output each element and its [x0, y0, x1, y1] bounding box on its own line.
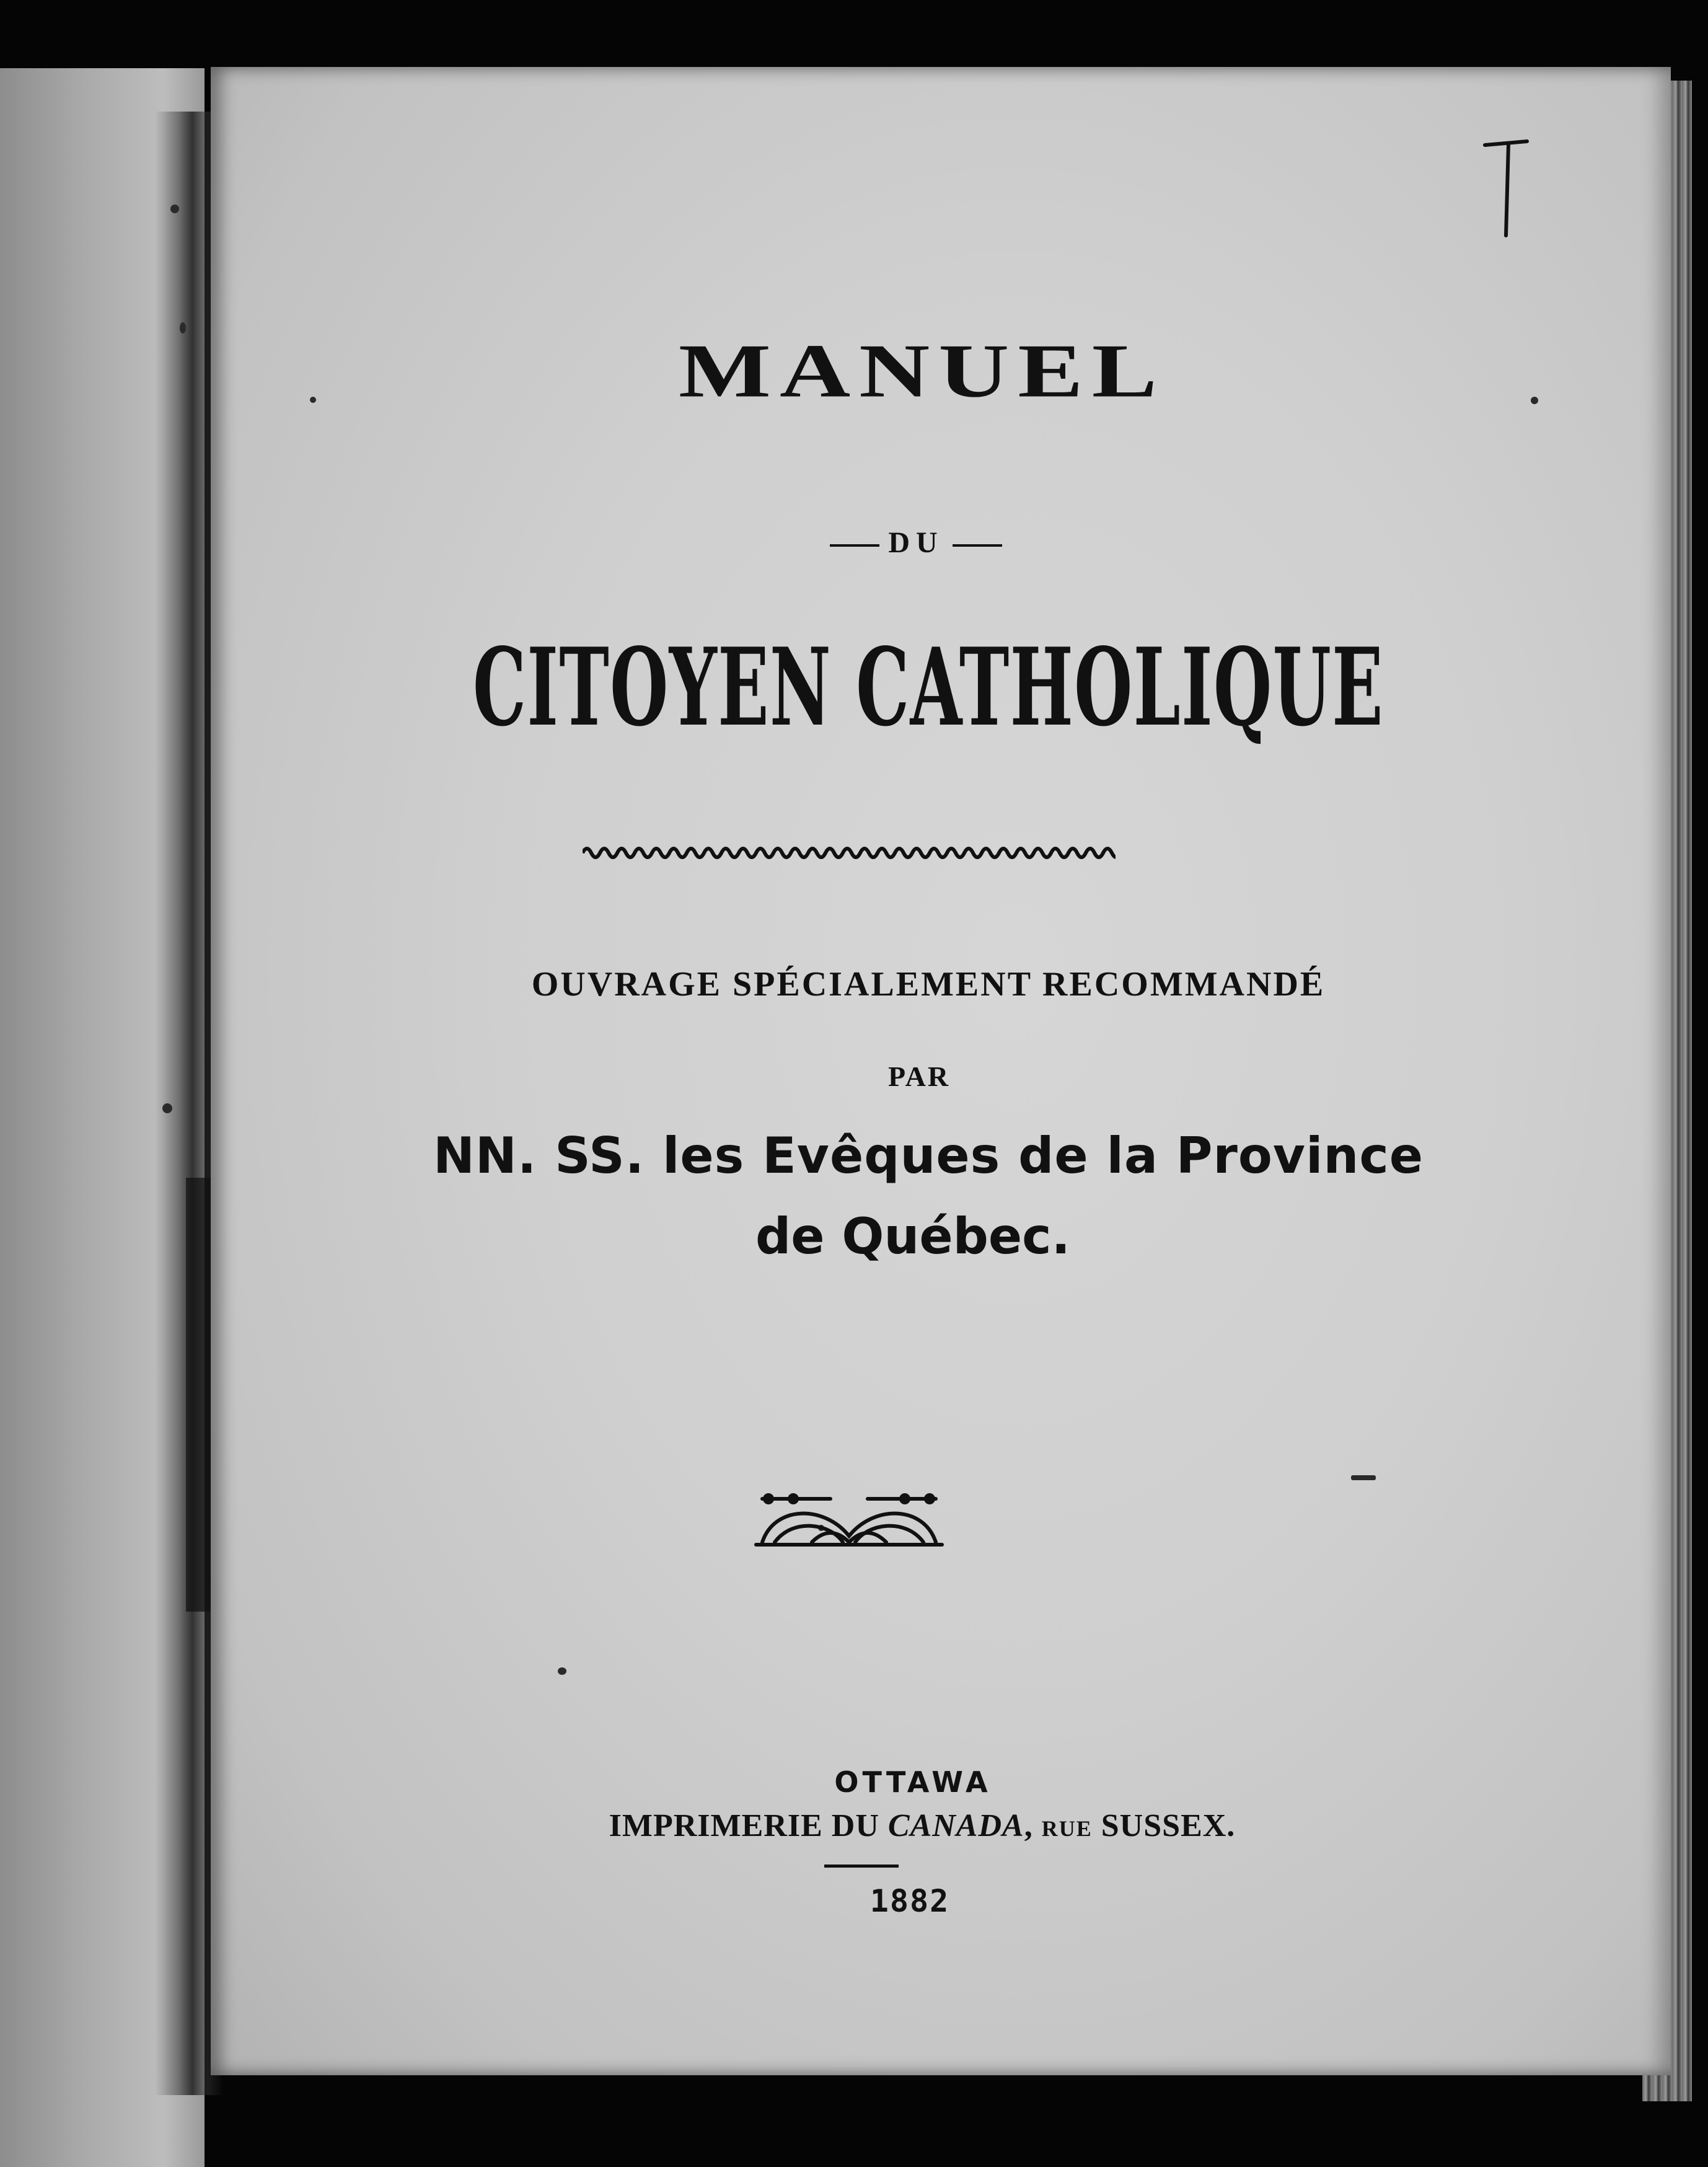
dust-speck	[558, 1667, 566, 1675]
subtitle-eveques: NN. SS. les Evêques de la Province	[433, 1127, 1424, 1185]
subtitle-ouvrage: OUVRAGE SPÉCIALEMENT RECOMMANDÉ	[531, 965, 1326, 1004]
printer-street-word: RUE	[1041, 1816, 1093, 1841]
title-du: DU	[888, 526, 944, 559]
title-citoyen-catholique: CITOYEN CATHOLIQUE	[473, 625, 1384, 751]
title-du-line	[161, 526, 1671, 560]
faint-library-stamp	[1386, 1535, 1552, 1677]
dust-speck	[170, 205, 179, 213]
rule-left	[830, 544, 879, 547]
dust-speck	[162, 1103, 172, 1113]
rule-right	[953, 544, 1002, 547]
imprint-place: OTTAWA	[834, 1765, 992, 1799]
dust-speck	[1351, 1475, 1376, 1480]
handwritten-mark	[1481, 136, 1531, 242]
subtitle-quebec: de Québec.	[755, 1207, 1070, 1265]
imprint-rule	[824, 1865, 899, 1868]
wavy-rule-ornament	[583, 841, 1116, 865]
printer-prefix: IMPRIMERIE DU	[609, 1808, 879, 1843]
printer-ornament-icon	[750, 1480, 948, 1555]
imprint-printer: IMPRIMERIE DU CANADA, RUE SUSSEX.	[609, 1808, 1236, 1843]
imprint-year: 1882	[869, 1883, 950, 1919]
printer-name: CANADA	[887, 1808, 1024, 1843]
subtitle-par: PAR	[887, 1061, 951, 1092]
printer-street: SUSSEX.	[1101, 1808, 1236, 1843]
title-manuel: MANUEL	[678, 329, 1166, 413]
